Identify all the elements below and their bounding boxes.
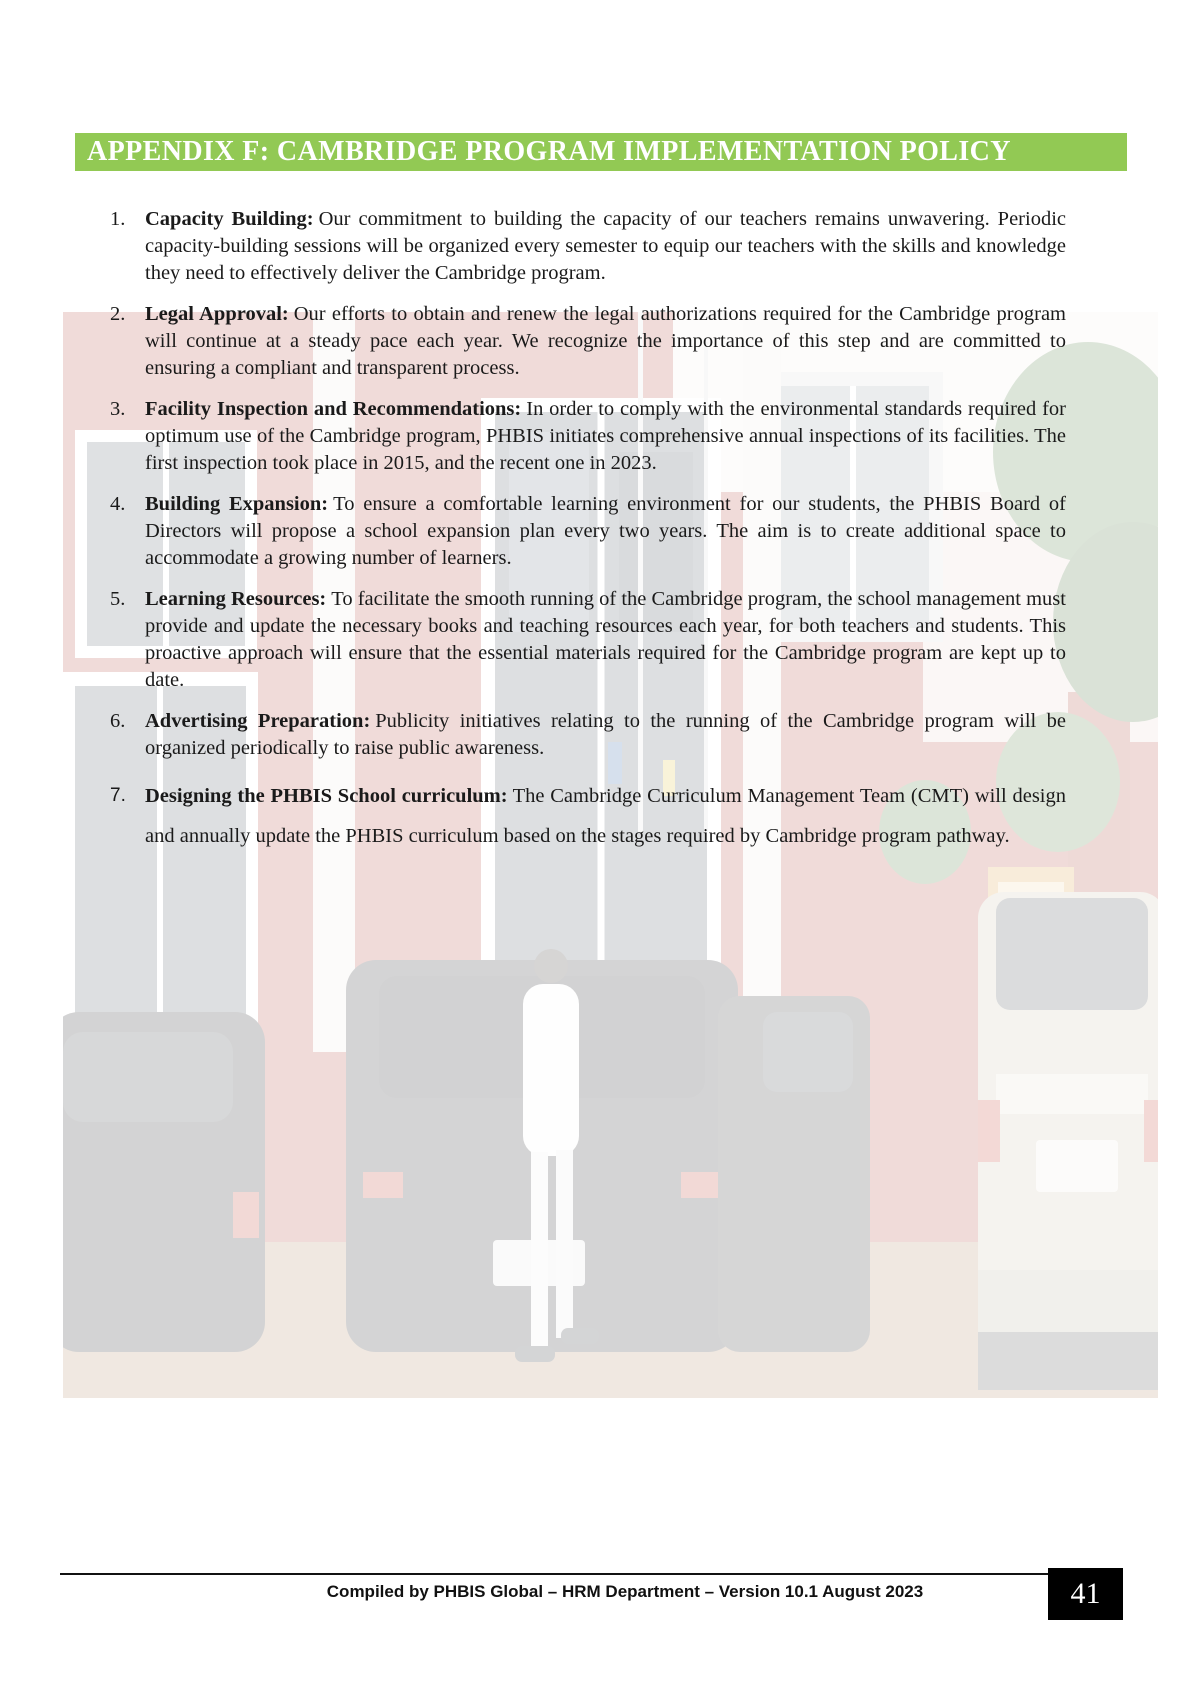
item-body	[145, 301, 1066, 382]
item-label: Capacity Building:	[145, 208, 314, 230]
item-label: Learning Resources:	[145, 588, 327, 610]
item-text: Publicity initiatives relating to the running of the Cambridge program will be organized periodically to raise public awareness.	[145, 710, 1066, 759]
parked-suv-right	[978, 892, 1158, 1390]
item-text: To ensure a comfortable learning environment for our students, the PHBIS Board of Directors will propose a school expansion plan every two years. The aim is to create additional space to accommodate a growing number of learners.	[145, 493, 1067, 569]
page-number-badge	[1048, 1568, 1123, 1620]
item-text: To facilitate the smooth running of the Cambridge program, the school management must provide and update the necessary books and teaching resources each year, for both teachers and students. This proactive approach will ensure that the essential materials required for the Cambridge program are kept up to date.	[145, 588, 1066, 691]
policy-item	[110, 491, 1066, 572]
person-walking	[515, 949, 599, 1362]
policy-item	[110, 206, 1066, 287]
item-body	[145, 708, 1066, 762]
item-label: Legal Approval:	[145, 303, 289, 325]
item-label: Designing the PHBIS School curriculum:	[145, 785, 508, 807]
item-number: 5.	[110, 588, 126, 610]
policy-list	[110, 206, 1066, 870]
appendix-title-banner	[75, 133, 1127, 171]
appendix-title: APPENDIX F: CAMBRIDGE PROGRAM IMPLEMENTATION POLICY	[87, 136, 1011, 167]
item-body	[145, 776, 1066, 856]
item-body	[145, 586, 1066, 694]
item-number: 4.	[110, 493, 126, 515]
item-text: Our commitment to building the capacity of our teachers remains unwavering. Periodic capacity-building sessions will be organized every semester to equip our teachers with the skills and knowledge they need to effectively deliver the Cambridge program.	[145, 208, 1066, 284]
footer-divider	[60, 1573, 1050, 1575]
signboard	[988, 867, 1074, 1079]
policy-item	[110, 708, 1066, 762]
item-text: The Cambridge Curriculum Management Team (CMT) will design and annually update the PHBIS curriculum based on the stages required by Cambridge program pathway.	[145, 785, 1066, 847]
item-body	[145, 491, 1066, 572]
footer-compiled-text: Compiled by PHBIS Global – HRM Department – Version 10.1 August 2023	[326, 1582, 924, 1601]
item-text: Our efforts to obtain and renew the legal authorizations required for the Cambridge program will continue at a steady pace each year. We recognize the importance of this step and are committed to ensuring a compliant and transparent process.	[145, 303, 1066, 379]
item-number: 3.	[110, 398, 126, 420]
policy-item	[110, 396, 1066, 477]
parked-suv-center	[346, 960, 870, 1352]
policy-item	[110, 776, 1066, 856]
item-label: Advertising Preparation:	[145, 710, 371, 732]
page-number: 41	[1070, 1577, 1101, 1610]
ground	[63, 1242, 1158, 1398]
parked-car-left	[63, 1012, 265, 1352]
policy-item	[110, 586, 1066, 694]
item-body	[145, 206, 1066, 287]
item-number: 1.	[110, 208, 126, 230]
item-label: Building Expansion:	[145, 493, 329, 515]
item-number: 2.	[110, 303, 126, 325]
policy-item	[110, 301, 1066, 382]
item-body	[145, 396, 1066, 477]
item-label: Facility Inspection and Recommendations:	[145, 398, 522, 420]
item-number: 6.	[110, 710, 126, 732]
item-text: In order to comply with the environmental standards required for optimum use of the Cambridge program, PHBIS initiates comprehensive annual inspections of its facilities. The first inspection took place in 2015, and the recent one in 2023.	[145, 398, 1067, 474]
item-number: 7.	[110, 785, 126, 806]
